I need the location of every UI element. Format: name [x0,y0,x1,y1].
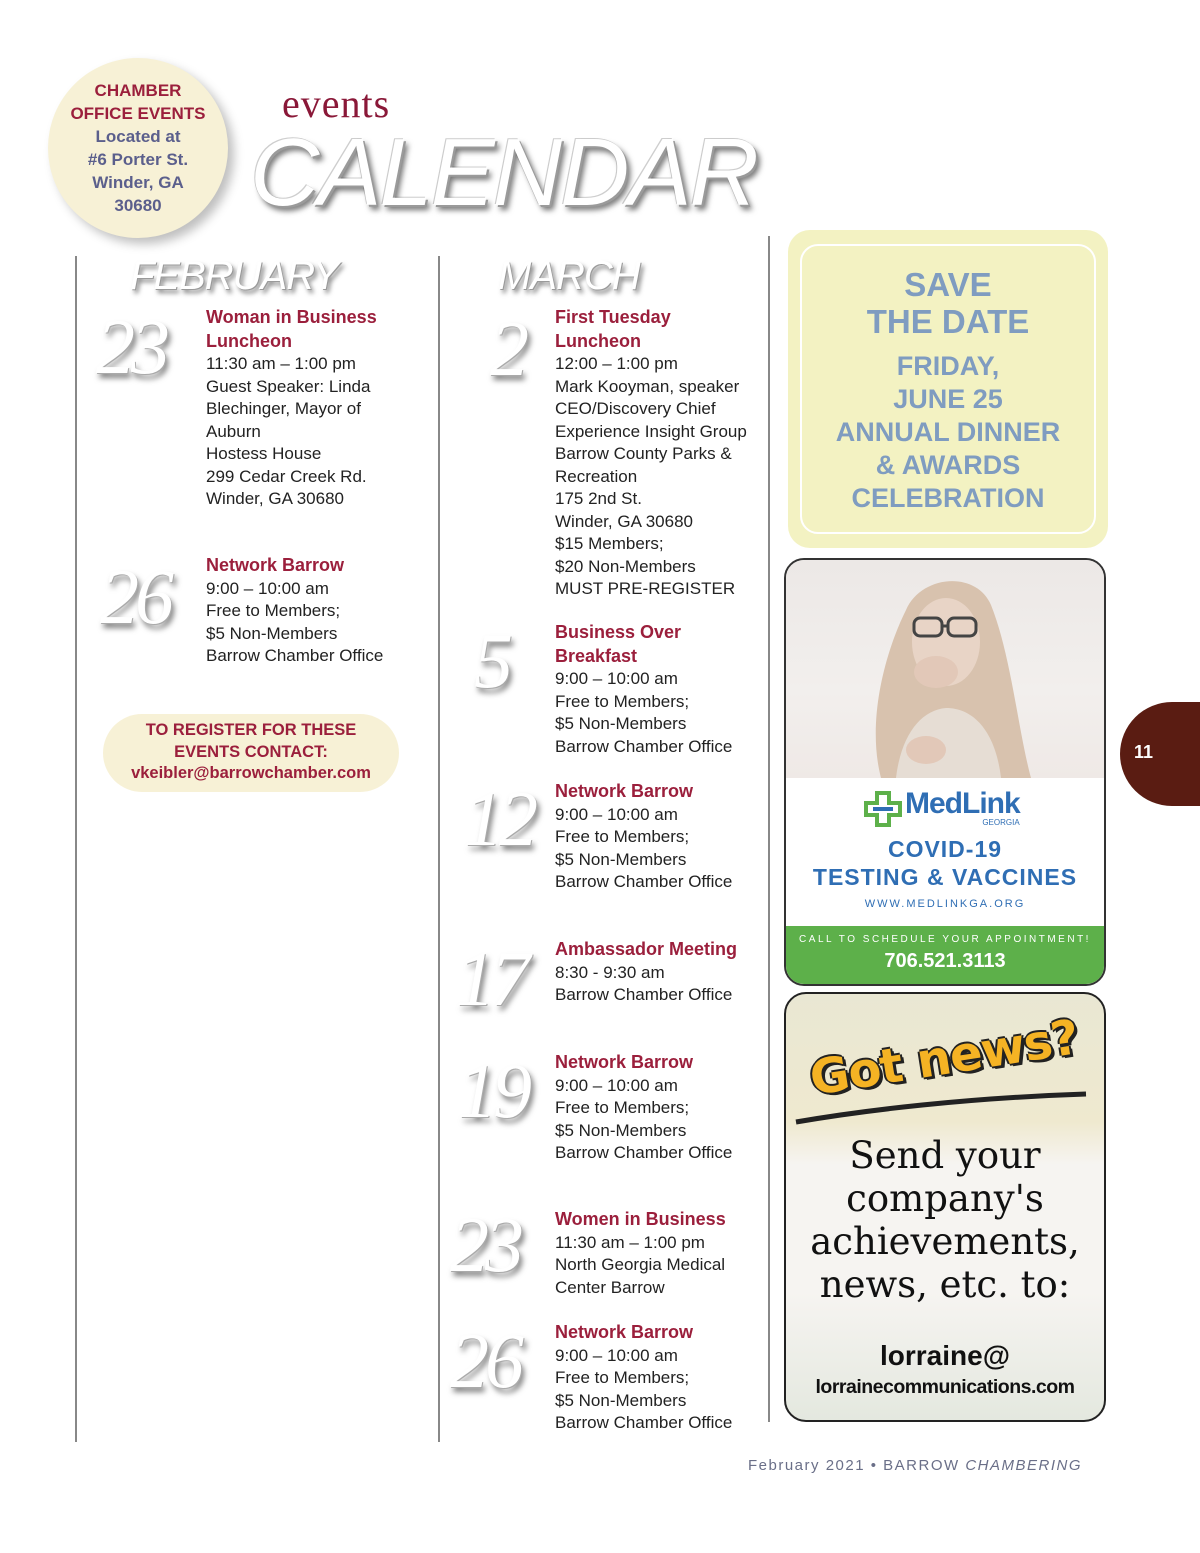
got-news-body-line: achievements, [810,1220,1080,1263]
got-news-body-line: news, etc. to: [819,1263,1071,1306]
event-detail: 11:30 am – 1:00 pm [555,1232,705,1252]
event-detail: $5 Non-Members [555,1390,687,1410]
column-divider-left [75,256,77,1442]
event-detail: Recreation [555,466,638,486]
event-network-barrow-mar19 [555,1051,785,1165]
event-day-number: 23 [96,303,166,390]
event-title: Luncheon [555,330,641,351]
event-title: Network Barrow [555,781,694,801]
event-detail: Barrow Chamber Office [555,872,733,891]
register-line-2: EVENTS CONTACT: [174,742,328,761]
event-detail: MUST PRE-REGISTER [555,579,736,598]
got-news-body [786,1134,1104,1306]
coughing-woman-photo [786,560,1104,778]
event-title: Women in Business [555,1209,726,1229]
got-news-body-line: company's [846,1177,1044,1220]
brush-stroke-icon [786,1090,1104,1130]
save-line-6: & AWARDS [875,450,1021,480]
events-heading: events [282,81,391,126]
event-detail: $5 Non-Members [206,623,338,643]
badge-line-1: CHAMBER [94,81,182,100]
medlink-logo-sub: GEORGIA [982,818,1020,827]
save-line-4: JUNE 25 [893,384,1003,414]
save-line-3: FRIDAY, [896,351,1000,381]
event-detail: North Georgia Medical [555,1255,726,1274]
page-footer [748,1457,1082,1474]
event-detail: CEO/Discovery Chief [555,399,716,418]
medlink-headline-2: TESTING & VACCINES [812,864,1078,890]
event-detail: $20 Non-Members [555,556,696,576]
event-women-in-business-mar23 [555,1208,785,1299]
event-first-tuesday-mar2 [555,306,785,601]
save-line-5: ANNUAL DINNER [835,417,1061,447]
event-title: Woman in Business [206,307,377,327]
event-detail: Blechinger, Mayor of [206,399,361,418]
event-detail: Center Barrow [555,1277,665,1297]
event-title: Business Over [555,622,682,642]
event-detail: $15 Members; [555,534,664,553]
save-line-7: CELEBRATION [851,483,1045,513]
badge-line-6: 30680 [114,196,162,215]
got-news-ad[interactable] [784,992,1106,1422]
event-network-barrow-feb26 [206,554,436,668]
event-day-number: 17 [456,935,526,1022]
event-detail: Auburn [206,421,261,441]
footer-date: February 2021 • BARROW [748,1457,966,1474]
event-title: Luncheon [206,330,292,351]
event-detail: Free to Members; [555,1368,690,1387]
event-detail: Barrow Chamber Office [555,985,733,1004]
event-detail: 175 2nd St. [555,489,642,508]
event-day-number: 19 [458,1047,528,1134]
event-day-number: 23 [450,1201,520,1288]
event-detail: Hostess House [206,444,322,463]
got-news-body-line: Send your [849,1134,1041,1177]
event-business-over-breakfast-mar5 [555,621,785,758]
got-news-email-domain[interactable]: lorrainecommunications.com [815,1376,1075,1398]
event-title: First Tuesday [555,307,671,327]
event-detail: Barrow Chamber Office [555,736,733,756]
badge-line-2: OFFICE EVENTS [70,104,206,123]
badge-line-5: Winder, GA [92,173,184,192]
event-day-number: 2 [490,305,525,392]
event-detail: 9:00 – 10:00 am [555,804,678,824]
event-network-barrow-mar12 [555,780,785,894]
event-day-number: 26 [100,553,170,640]
register-line-1: TO REGISTER FOR THESE [145,721,357,739]
calendar-heading: CALENDAR [250,119,757,226]
event-detail: Experience Insight Group [555,421,747,441]
event-detail: Barrow County Parks & [555,444,732,463]
medlink-logo: MedLink [905,787,1020,820]
event-title: Network Barrow [555,1322,694,1342]
month-march: MARCH [498,254,640,298]
event-detail: $5 Non-Members [555,1120,687,1140]
event-ambassador-meeting-mar17 [555,938,765,1007]
event-detail: $5 Non-Members [555,714,687,733]
event-title: Ambassador Meeting [555,939,738,959]
badge-line-4: #6 Porter St. [87,150,189,169]
medlink-phone[interactable]: 706.521.3113 [884,950,1006,972]
event-woman-in-business-feb23 [206,306,436,511]
event-detail: 12:00 – 1:00 pm [555,354,678,373]
event-detail: 11:30 am – 1:00 pm [206,354,356,373]
event-detail: Winder, GA 30680 [555,511,693,531]
page-number: 11 [1134,742,1154,762]
medical-cross-icon [864,791,902,827]
event-detail: Winder, GA 30680 [206,489,344,508]
event-detail: 9:00 – 10:00 am [206,578,329,598]
medlink-call-text: CALL TO SCHEDULE YOUR APPOINTMENT! [799,934,1091,945]
event-detail: Guest Speaker: Linda [206,376,371,396]
save-line-2: THE DATE [866,303,1030,340]
event-detail: 9:00 – 10:00 am [555,669,678,688]
medlink-url[interactable]: WWW.MEDLINKGA.ORG [864,898,1026,910]
medlink-call-bar [786,926,1104,984]
event-detail: $5 Non-Members [555,849,687,869]
event-title: Network Barrow [206,555,345,575]
event-day-number: 5 [474,617,509,704]
event-day-number: 26 [450,1317,520,1404]
month-february: FEBRUARY [130,254,339,298]
event-title: Network Barrow [555,1052,694,1072]
event-day-number: 12 [464,775,534,862]
got-news-headline: Got news? [806,1009,1082,1107]
event-detail: 299 Cedar Creek Rd. [206,466,367,486]
event-detail: Free to Members; [555,1098,690,1117]
footer-publication: CHAMBERING [965,1457,1082,1474]
event-detail: 8:30 - 9:30 am [555,962,665,982]
event-network-barrow-mar26 [555,1321,785,1435]
event-detail: Barrow Chamber Office [555,1413,733,1432]
event-detail: 9:00 – 10:00 am [555,1345,678,1365]
event-detail: Barrow Chamber Office [206,646,384,665]
event-detail: Free to Members; [555,827,690,846]
got-news-email-user[interactable]: lorraine@ [879,1340,1010,1371]
badge-line-3: Located at [95,127,181,146]
register-email-link[interactable]: vkeibler@barrowchamber.com [131,764,371,782]
save-line-1: SAVE [904,266,992,303]
event-detail: Barrow Chamber Office [555,1143,733,1162]
register-contact-box [103,714,399,792]
event-detail: 9:00 – 10:00 am [555,1075,678,1095]
medlink-headline-1: COVID-19 [887,836,1003,862]
office-events-badge [48,58,228,238]
medlink-info [786,778,1104,926]
column-divider-middle [438,256,440,1442]
event-detail: Free to Members; [555,691,690,711]
save-the-date-content [800,244,1096,534]
event-detail: Free to Members; [206,601,341,620]
event-title: Breakfast [555,645,638,666]
event-detail: Mark Kooyman, speaker [555,376,740,396]
woman-illustration [786,560,1104,778]
page-number-tab [1120,702,1200,806]
medlink-ad[interactable] [784,558,1106,986]
